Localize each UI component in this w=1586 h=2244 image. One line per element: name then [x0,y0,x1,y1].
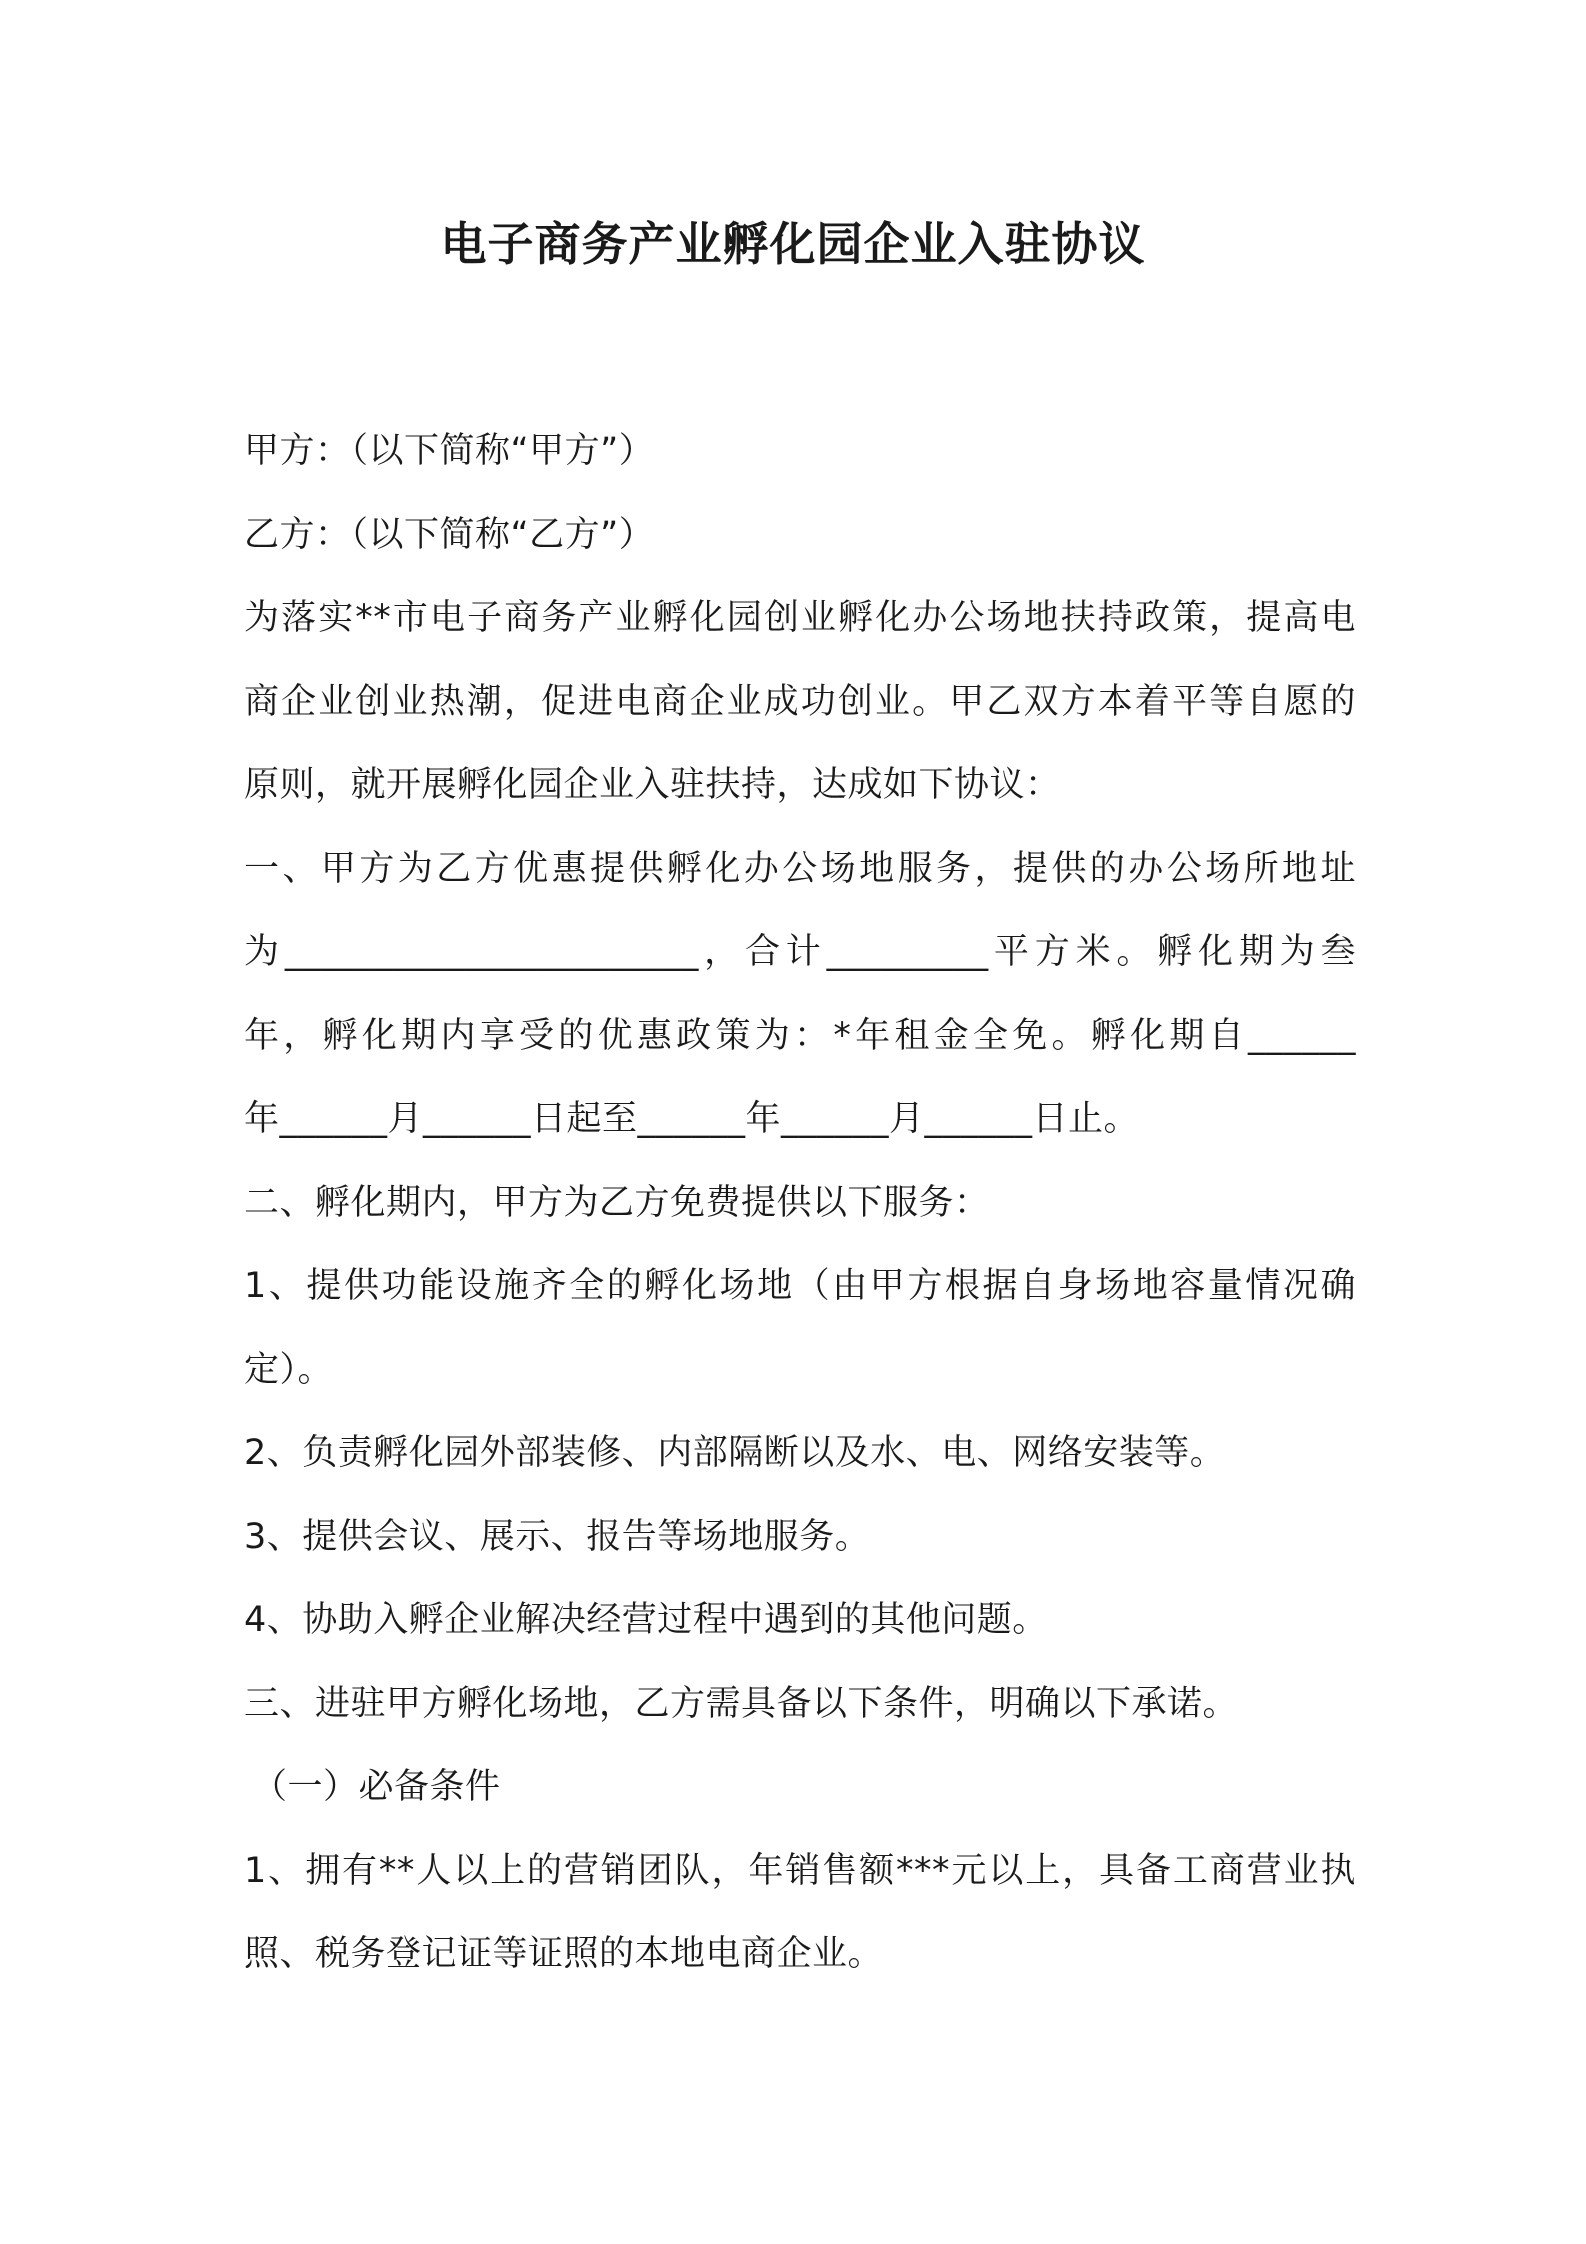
preamble-line: 商企业创业热潮，促进电商企业成功创业。甲乙双方本着平等自愿的 [244,681,1356,722]
preamble-line: 原则，就开展孵化园企业入驻扶持，达成如下协议： [244,765,1061,805]
preamble-line: 为落实**市电子商务产业孵化园创业孵化办公场地扶持政策，提高电 [244,598,1356,638]
clause-one-line: 年，孵化期内享受的优惠政策为：*年租金全免。孵化期自______ [244,1015,1356,1056]
service-item-line: 定）。 [244,1349,334,1390]
party-a-line: 甲方：（以下简称“甲方”） [244,431,655,471]
document-body [244,410,1356,1997]
condition-item-line: 1、拥有**人以上的营销团队，年销售额***元以上，具备工商营业执 [244,1850,1356,1891]
condition-item-line: 照、税务登记证等证照的本地电商企业。 [244,1934,884,1974]
clause-two-heading: 二、孵化期内，甲方为乙方免费提供以下服务： [244,1182,990,1223]
clause-one-line: 年______月______日起至______年______月______日止。 [244,1099,1140,1139]
service-item-line: 4、协助入孵企业解决经营过程中遇到的其他问题。 [244,1600,1048,1640]
clause-three-heading: 三、进驻甲方孵化场地，乙方需具备以下条件，明确以下承诺。 [244,1683,1239,1724]
party-b-line: 乙方：（以下简称“乙方”） [244,514,655,555]
clause-one-line: 一、甲方为乙方优惠提供孵化办公场地服务，提供的办公场所地址 [244,848,1356,889]
service-item-line: 3、提供会议、展示、报告等场地服务。 [244,1516,871,1557]
subsection-heading: （一）必备条件 [252,1767,501,1807]
service-item-line: 1、提供功能设施齐全的孵化场地（由甲方根据自身场地容量情况确 [244,1266,1356,1306]
document-title: 电子商务产业孵化园企业入驻协议 [440,217,1146,271]
service-item-line: 2、负责孵化园外部装修、内部隔断以及水、电、网络安装等。 [244,1433,1226,1473]
clause-one-line: 为_______________________，合计_________平方米。孵化期为叁 [244,932,1356,972]
